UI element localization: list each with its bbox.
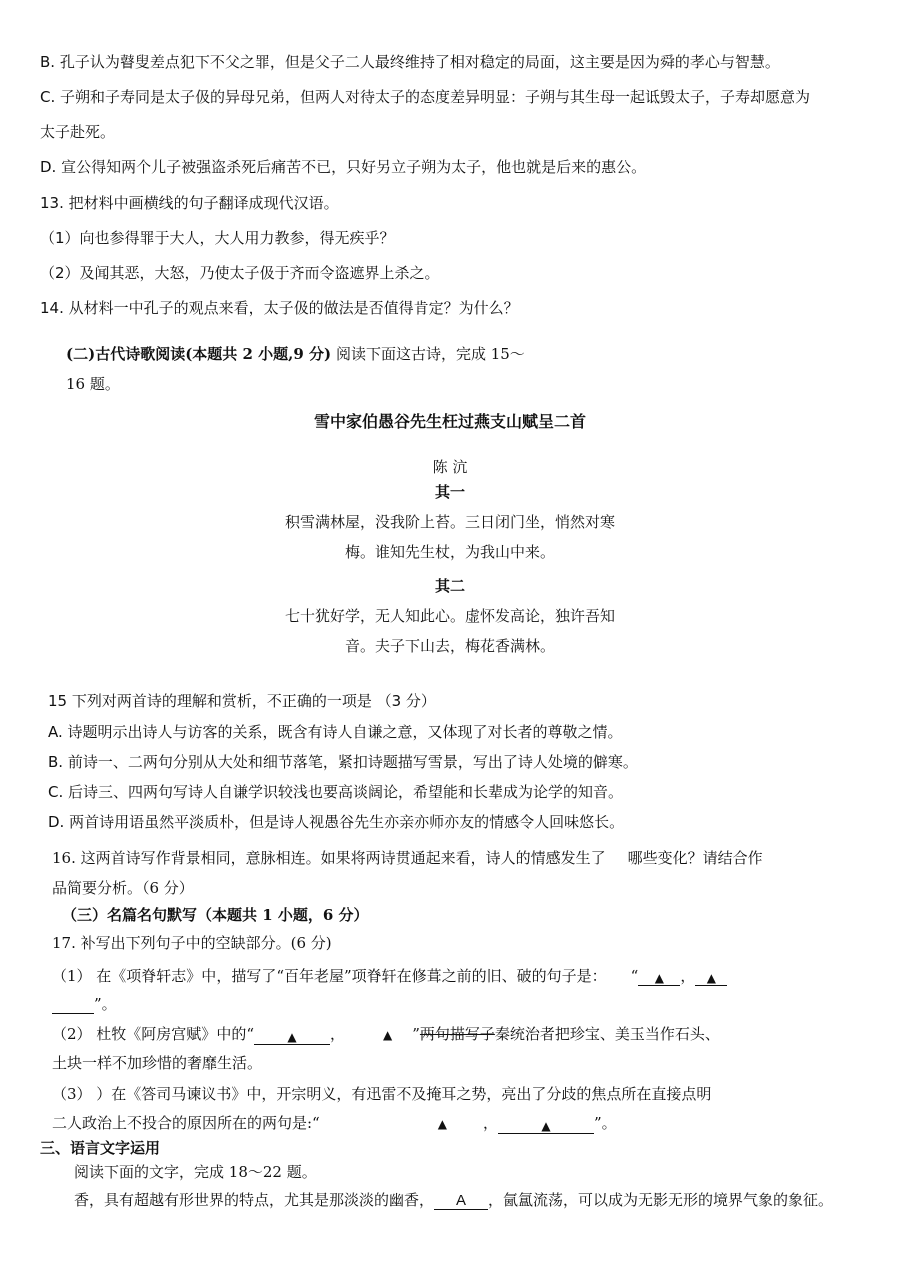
- q17-item1-end: ”。: [94, 995, 117, 1013]
- q17-item1-text: （1） 在《项脊轩志》中，描写了“百年老屋”项脊轩在修葺之前的旧、破的句子是：: [52, 967, 607, 985]
- q17-item3-blank[interactable]: [498, 1115, 594, 1134]
- q17-item3-line1: （3） ）在《答司马谏议书》中，开宗明义，有迅雷不及掩耳之势，亮出了分歧的焦点所在直接点明: [52, 1085, 712, 1103]
- q17-item1-blank-1[interactable]: [638, 967, 680, 986]
- q16-stem-part1: 16. 这两首诗写作背景相同，意脉相连。如果将两诗贯通起来看，诗人的情感发生了: [52, 849, 606, 867]
- q17-item3-end: ”。: [593, 1114, 617, 1132]
- comma: ，: [482, 1114, 498, 1132]
- q17-item1-line2: [52, 994, 117, 1014]
- part3-instruction: 阅读下面的文字，完成 18～22 题。: [74, 1163, 317, 1181]
- section2-instruction-line2: 16 题。: [66, 375, 120, 393]
- q12-option-b: B. 孔子认为瞽叟差点犯下不父之罪，但是父子二人最终维持了相对稳定的局面，这主要是因为舜的孝心与智慧。: [40, 53, 780, 71]
- part3-heading: 三、语言文字运用: [40, 1139, 161, 1157]
- q15-option-d: D. 两首诗用语虽然平淡质朴，但是诗人视愚谷先生亦亲亦师亦友的情感令人回味悠长。: [48, 813, 625, 831]
- q17-item2-struck-text: 两句描写子: [419, 1025, 495, 1043]
- q16-stem-line1: [52, 848, 763, 868]
- triangle-icon: ▲: [706, 971, 716, 985]
- q14-stem: 14. 从材料一中孔子的观点来看，太子伋的做法是否值得肯定？为什么？: [40, 299, 519, 317]
- comma: ，: [680, 967, 696, 985]
- poem-author: 陈 沆: [432, 458, 468, 476]
- q15-option-b: B. 前诗一、二两句分别从大处和细节落笔，紧扣诗题描写雪景，写出了诗人处境的僻寒。: [48, 753, 638, 771]
- q17-item1-blank-3[interactable]: [52, 995, 94, 1014]
- poem-part2-title: 其二: [434, 577, 465, 595]
- q17-item3-text: 二人政治上不投合的原因所在的两句是:“: [52, 1114, 320, 1132]
- q15-stem: 15 下列对两首诗的理解和赏析，不正确的一项是 （3 分）: [48, 692, 436, 710]
- q13-sentence-1: （1）向也参得罪于大人，大人用力教参，得无疾乎？: [40, 229, 395, 247]
- q17-item3-line2: [52, 1113, 617, 1134]
- section3-heading: （三）名篇名句默写（本题共 1 小题，6 分）: [62, 906, 369, 924]
- poem-part1-title: 其一: [434, 483, 465, 501]
- poem-part2-line2: 音。夫子下山去，梅花香满林。: [344, 637, 555, 655]
- q17-item2-post: 秦统治者把珍宝、美玉当作石头、: [494, 1025, 720, 1043]
- poem-part1-line2: 梅。谁知先生杖，为我山中来。: [344, 543, 555, 561]
- section2-heading-line1: [66, 344, 525, 364]
- q17-item1-blank-2[interactable]: [695, 967, 727, 986]
- blank-a[interactable]: A: [434, 1191, 488, 1210]
- q15-option-c: C. 后诗三、四两句写诗人自谦学识较浅也要高谈阔论，希望能和长辈成为论学的知音。: [48, 783, 624, 801]
- q17-item1-line1: [52, 966, 727, 986]
- part3-paragraph: [74, 1190, 833, 1210]
- q17-stem: 17. 补写出下列句子中的空缺部分。(6 分): [52, 934, 332, 952]
- section2-heading: (二)古代诗歌阅读(本题共 2 小题,9 分): [66, 345, 332, 363]
- q15-option-a: A. 诗题明示出诗人与访客的关系，既含有诗人自谦之意，又体现了对长者的尊敬之情。: [48, 723, 623, 741]
- q17-item2-line1: [52, 1024, 720, 1045]
- q17-item2-line2: 土块一样不加珍惜的奢靡生活。: [52, 1054, 263, 1072]
- poem-part2-line1: 七十犹好学，无人知此心。虚怀发高论，独许吾知: [284, 607, 615, 625]
- close-quote: ”: [412, 1025, 420, 1043]
- triangle-icon: ▲: [654, 971, 664, 985]
- q12-option-c-line1: C. 子朔和子寿同是太子伋的异母兄弟，但两人对待太子的态度差异明显：子朔与其生母一起诋毁太子，子寿却愿意为: [40, 88, 811, 106]
- q16-stem-part2: 哪些变化？请结合作: [627, 849, 763, 867]
- q17-item2-blank-1[interactable]: [254, 1026, 330, 1045]
- q16-stem-line2: 品简要分析。（6 分）: [52, 879, 194, 897]
- open-quote: “: [630, 967, 639, 985]
- q13-sentence-2: （2）及闻其恶，大怒，乃使太子伋于齐而令盗遮界上杀之。: [40, 264, 440, 282]
- q12-option-c-line2: 太子赴死。: [40, 123, 116, 141]
- part3-paragraph-part2: ，氤氲流荡，可以成为无影无形的境界气象的象征。: [488, 1191, 834, 1209]
- q13-stem: 13. 把材料中画横线的句子翻译成现代汉语。: [40, 194, 339, 212]
- triangle-icon: ▲: [383, 1028, 393, 1042]
- triangle-icon: ▲: [541, 1119, 551, 1133]
- q12-option-d: D. 宣公得知两个儿子被强盗杀死后痛苦不已，只好另立子朔为太子，他也就是后来的惠公。: [40, 158, 647, 176]
- triangle-icon: ▲: [437, 1117, 447, 1131]
- triangle-icon: ▲: [287, 1030, 297, 1044]
- q17-item2-pre: （2） 杜牧《阿房宫赋》中的“: [52, 1025, 254, 1043]
- comma: ，: [329, 1025, 345, 1043]
- poem-part1-line1: 积雪满林屋，没我阶上苔。三日闭门坐，悄然对寒: [284, 513, 615, 531]
- section2-instruction: 阅读下面这古诗，完成 15～: [335, 345, 525, 363]
- poem-title: 雪中家伯愚谷先生枉过燕支山赋呈二首: [313, 412, 586, 431]
- part3-paragraph-part1: 香，具有超越有形世界的特点，尤其是那淡淡的幽香，: [74, 1191, 435, 1209]
